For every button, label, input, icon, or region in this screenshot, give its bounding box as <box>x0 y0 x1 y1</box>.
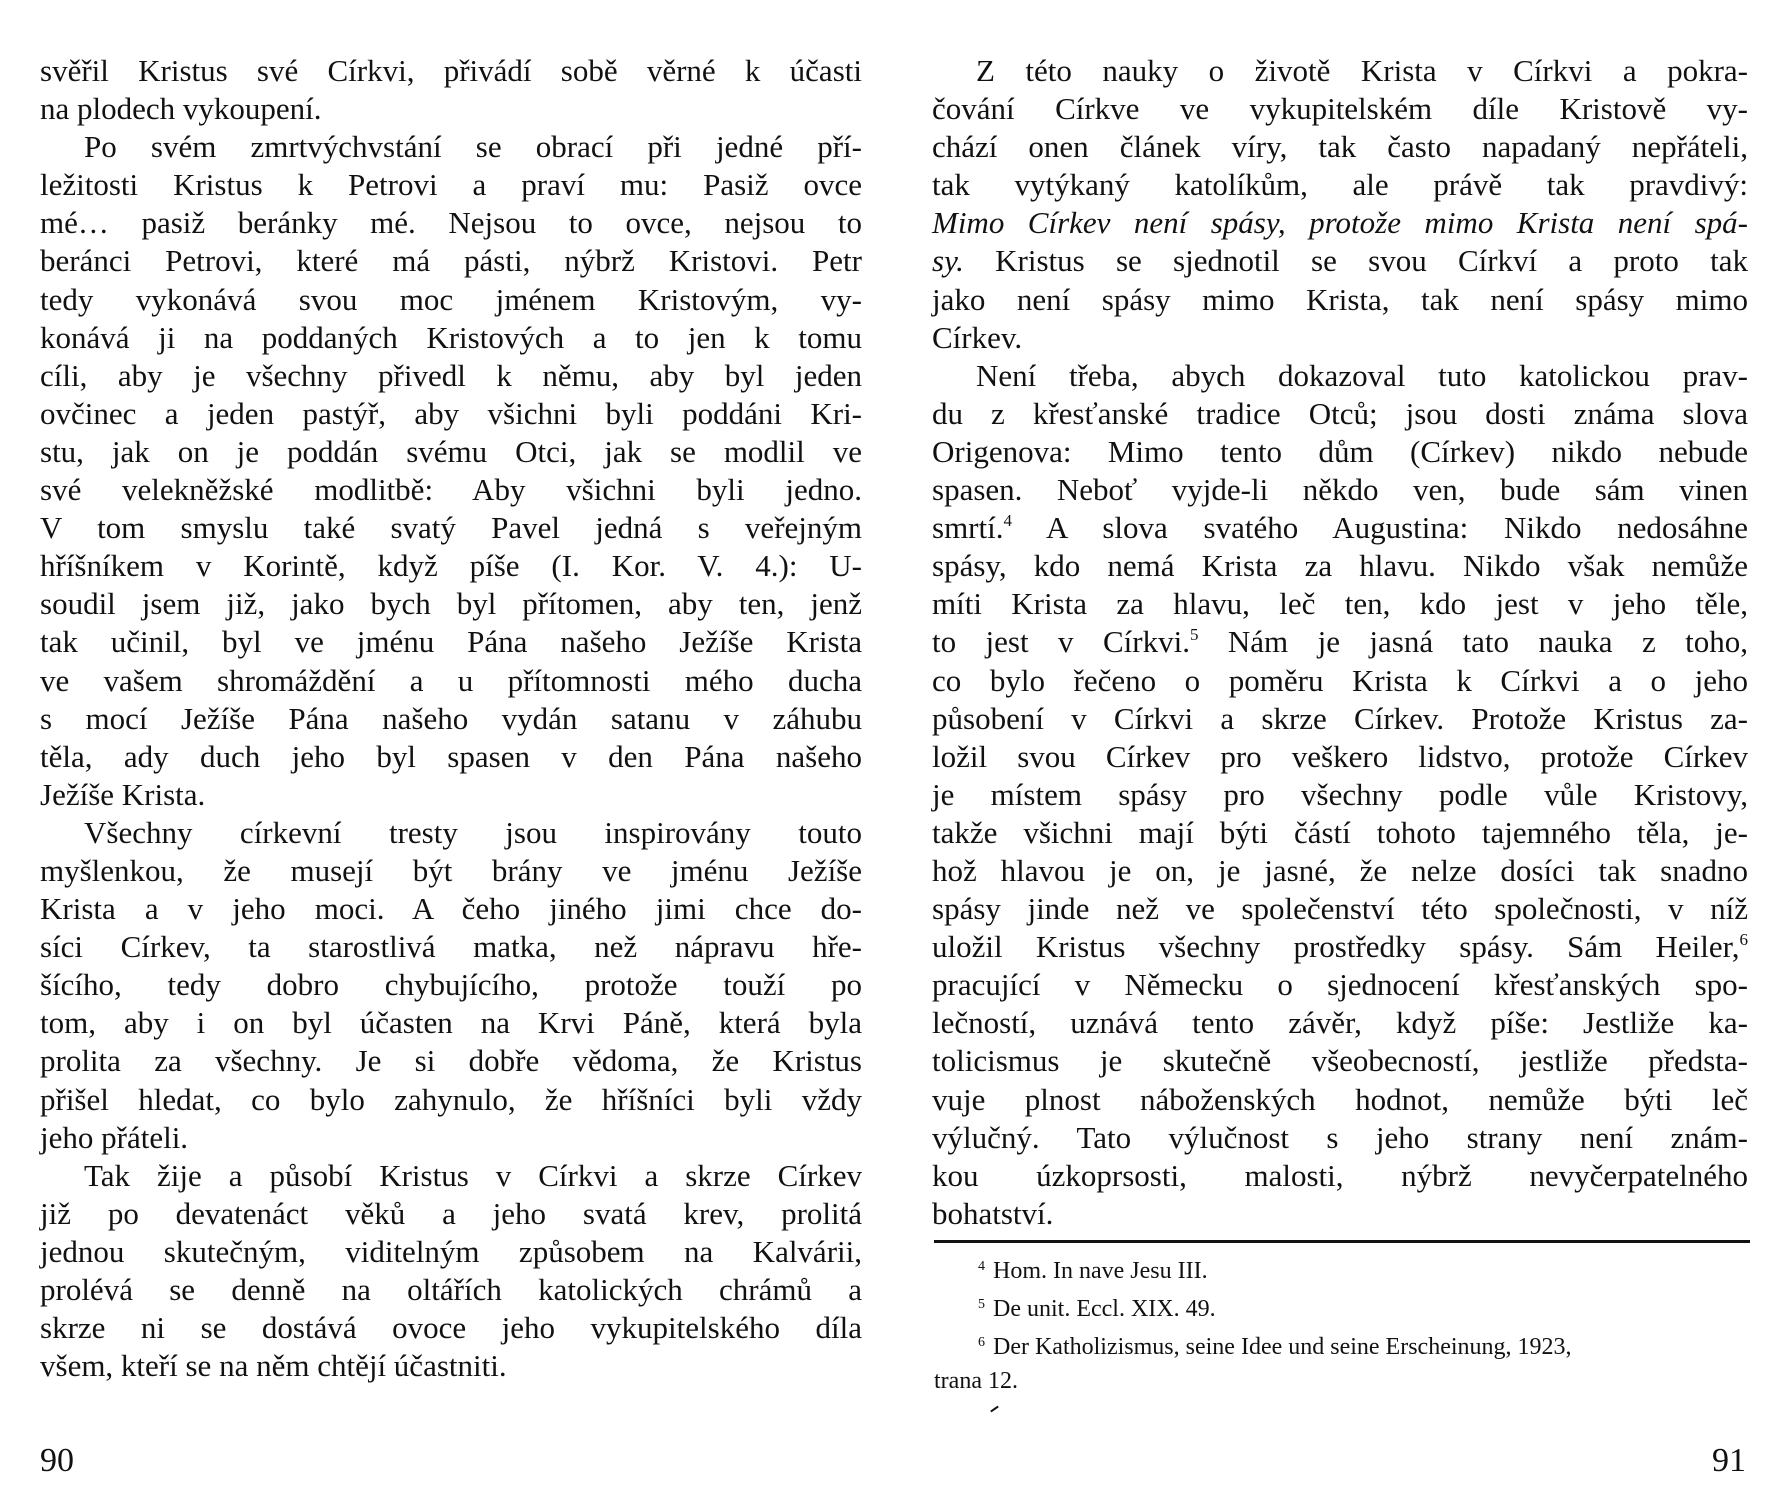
text-line <box>932 204 1748 242</box>
text-line <box>932 471 1748 509</box>
paragraph <box>932 357 1748 1233</box>
text-line <box>932 128 1748 166</box>
text-line <box>932 738 1748 776</box>
left-page-text <box>40 52 862 1385</box>
text-segment: bohatství. <box>932 1195 1054 1231</box>
text-segment: spásy, kdo nemá Krista za hlavu. Nikdo však nemůže <box>932 548 1748 584</box>
text-line <box>40 966 862 1004</box>
text-line <box>40 471 862 509</box>
footnote-text: Hom. In nave Jesu III. <box>993 1258 1208 1284</box>
text-segment: chází onen článek víry, tak často napadaný nepřáteli, <box>932 129 1748 165</box>
text-segment: prolita za všechny. Je si dobře vědoma, že Kristus <box>40 1043 862 1079</box>
text-line <box>932 1157 1748 1195</box>
text-segment: uložil Kristus všechny prostředky spásy. Sám Heiler, <box>932 929 1740 965</box>
text-segment: co bylo řečeno o poměru Krista k Církvi a o jeho <box>932 662 1748 698</box>
text-line <box>932 776 1748 814</box>
text-line <box>40 662 862 700</box>
footnote-number: 6 <box>978 1335 985 1350</box>
footnote-text: Der Katholizismus, seine Idee und seine Erscheinung, 1923, <box>993 1334 1572 1360</box>
text-line <box>932 814 1748 852</box>
footnote-number: 4 <box>978 1259 985 1274</box>
text-segment: du z křesťanské tradice Otců; jsou dosti známa slova <box>932 395 1748 431</box>
text-segment: soudil jsem již, jako bych byl přítomen, aby ten, jenž <box>40 586 862 622</box>
text-line <box>40 585 862 623</box>
text-segment: beránci Petrovi, které má pásti, nýbrž Kristovi. Petr <box>40 243 862 279</box>
text-segment: Ježíše Krista. <box>40 776 206 812</box>
text-line <box>932 52 1748 90</box>
text-line <box>40 852 862 890</box>
text-line <box>40 1195 862 1233</box>
text-segment: tak vytýkaný katolíkům, ale právě tak pravdivý: <box>932 167 1748 203</box>
text-line <box>40 623 862 661</box>
text-segment: A slova svatého Augustina: Nikdo nedosáhne <box>1011 510 1748 546</box>
text-line <box>932 662 1748 700</box>
footnotes <box>934 1250 1750 1398</box>
text-line <box>40 395 862 433</box>
text-segment: takže všichni mají býti částí tohoto tajemného těla, je- <box>932 814 1748 850</box>
text-segment: síci Církev, ta starostlivá matka, než nápravu hře- <box>40 929 862 965</box>
text-segment: své velekněžské modlitbě: Aby všichni byli jedno. <box>40 472 862 508</box>
text-line <box>932 585 1748 623</box>
text-segment: tolicismus je skutečně všeobecností, jestliže předsta- <box>932 1043 1748 1079</box>
paragraph <box>40 814 862 1157</box>
text-segment: Všechny církevní tresty jsou inspirovány touto <box>84 814 862 850</box>
text-line <box>40 1309 862 1347</box>
text-segment: šícího, tedy dobro chybujícího, protože touží po <box>40 967 862 1003</box>
page-number-right: 91 <box>1712 1442 1746 1479</box>
text-segment: Tak žije a působí Kristus v Církvi a skrze Církev <box>84 1157 862 1193</box>
footnote <box>934 1326 1750 1364</box>
text-segment: již po devatenáct věků a jeho svatá krev, prolitá <box>40 1195 862 1231</box>
footnote-reference: 4 <box>1003 511 1012 531</box>
text-segment: vuje plnost náboženských hodnot, nemůže býti leč <box>932 1081 1748 1117</box>
text-segment: myšlenkou, že musejí být brány ve jménu Ježíše <box>40 852 862 888</box>
text-segment: V tom smyslu také svatý Pavel jedná s veřejným <box>40 510 862 546</box>
text-line <box>40 204 862 242</box>
text-line <box>40 1157 862 1195</box>
text-segment: ležitosti Kristus k Petrovi a praví mu: Pasiž ovce <box>40 167 862 203</box>
text-segment: těla, ady duch jeho byl spasen v den Pána našeho <box>40 738 862 774</box>
text-segment: Origenova: Mimo tento dům (Církev) nikdo nebude <box>932 433 1748 469</box>
text-segment: čování Církve ve vykupitelském díle Kristově vy- <box>932 91 1748 127</box>
footnote-number: 5 <box>978 1297 985 1312</box>
text-segment: jednou skutečným, viditelným způsobem na Kalvárii, <box>40 1233 862 1269</box>
text-line <box>932 281 1748 319</box>
text-line <box>932 547 1748 585</box>
text-segment: ovčinec a jeden pastýř, aby všichni byli poddáni Kri- <box>40 395 862 431</box>
text-line <box>932 1195 1748 1233</box>
footnote-reference: 6 <box>1739 930 1748 950</box>
text-segment: výlučný. Tato výlučnost s jeho strany není znám- <box>932 1119 1748 1155</box>
text-segment: mé… pasiž beránky mé. Nejsou to ovce, nejsou to <box>40 205 862 241</box>
text-segment: ve vašem shromáždění a u přítomnosti mého ducha <box>40 662 862 698</box>
text-line <box>40 1004 862 1042</box>
footnote <box>934 1288 1750 1326</box>
paragraph <box>40 1157 862 1386</box>
text-line <box>40 738 862 776</box>
text-segment: Po svém zmrtvýchvstání se obrací při jedné pří- <box>84 129 862 165</box>
text-line <box>40 242 862 280</box>
text-segment: hož hlavou je on, je jasné, že nelze dosíci tak snadno <box>932 852 1748 888</box>
text-segment: Není třeba, abych dokazoval tuto katolickou prav- <box>976 357 1748 393</box>
text-line <box>40 1042 862 1080</box>
text-segment: Krista a v jeho moci. A čeho jiného jimi chce do- <box>40 891 862 927</box>
text-line <box>932 1119 1748 1157</box>
text-segment: je místem spásy pro všechny podle vůle Kristovy, <box>932 776 1748 812</box>
text-segment: sy. <box>932 243 964 279</box>
text-line <box>932 1004 1748 1042</box>
footnote <box>934 1250 1750 1288</box>
text-line <box>932 928 1748 966</box>
footnote-text: De unit. Eccl. XIX. 49. <box>993 1296 1216 1322</box>
right-page-text <box>932 52 1748 1233</box>
paragraph <box>40 52 862 128</box>
text-segment: míti Krista za hlavu, leč ten, kdo jest v jeho těle, <box>932 586 1748 622</box>
text-line <box>40 547 862 585</box>
text-line <box>932 1042 1748 1080</box>
text-segment: cíli, aby je všechny přivedl k němu, aby byl jeden <box>40 357 862 393</box>
text-segment: smrtí. <box>932 510 1004 546</box>
text-line <box>40 928 862 966</box>
text-line <box>932 623 1748 661</box>
text-segment: hříšníkem v Korintě, když píše (I. Kor. V. 4.): U- <box>40 548 862 584</box>
footnote-continuation: trana 12. <box>934 1368 1018 1394</box>
text-segment: s mocí Ježíše Pána našeho vydán satanu v záhubu <box>40 700 862 736</box>
footnote-reference: 5 <box>1189 625 1199 645</box>
text-segment: přišel hledat, co bylo zahynulo, že hříšníci byli vždy <box>40 1081 862 1117</box>
text-line <box>932 700 1748 738</box>
text-line <box>40 52 862 90</box>
text-segment: prolévá se denně na oltářích katolických chrámů a <box>40 1272 862 1307</box>
text-line <box>40 1081 862 1119</box>
text-line <box>40 1233 862 1271</box>
text-segment: všem, kteří se na něm chtějí účastniti. <box>40 1348 507 1384</box>
text-segment: pracující v Německu o sjednocení křesťanských spo- <box>932 967 1748 1003</box>
text-line <box>40 509 862 547</box>
text-segment: tak učinil, byl ve jménu Pána našeho Ježíše Krista <box>40 624 862 660</box>
text-segment: svěřil Kristus své Církvi, přivádí sobě věrné k účasti <box>40 53 862 88</box>
text-segment: to jest v Církvi. <box>932 624 1190 660</box>
text-line <box>932 166 1748 204</box>
text-line <box>932 395 1748 433</box>
text-segment: konává ji na poddaných Kristových a to jen k tomu <box>40 319 862 355</box>
text-segment: spasen. Neboť vyjde-li někdo ven, bude sám vinen <box>932 472 1748 508</box>
text-line <box>40 1271 862 1309</box>
text-segment: tedy vykonává svou moc jménem Kristovým, vy- <box>40 281 862 317</box>
text-segment: tom, aby i on byl účasten na Krvi Páně, která byla <box>40 1005 862 1041</box>
text-line <box>932 1081 1748 1119</box>
text-segment: skrze ni se dostává ovoce jeho vykupitelského díla <box>40 1310 862 1346</box>
page-number-left: 90 <box>40 1442 74 1479</box>
text-line <box>40 776 862 814</box>
text-line <box>932 242 1748 280</box>
stray-mark <box>990 1406 999 1413</box>
text-line <box>932 319 1748 357</box>
text-line <box>40 1119 862 1157</box>
text-segment: lečností, uznává tento závěr, když píše: Jestliže ka- <box>932 1005 1748 1041</box>
text-line <box>40 166 862 204</box>
text-line <box>40 319 862 357</box>
text-segment: jako není spásy mimo Krista, tak není spásy mimo <box>932 281 1748 317</box>
text-segment: působení v Církvi a skrze Církev. Protože Kristus za- <box>932 700 1748 736</box>
text-line <box>40 1347 862 1385</box>
text-line <box>40 700 862 738</box>
text-line <box>932 433 1748 471</box>
text-line <box>932 509 1748 547</box>
text-segment: Kristus se sjednotil se svou Církví a proto tak <box>963 243 1748 279</box>
text-segment: spásy jinde než ve společenství této společnosti, v níž <box>932 891 1748 927</box>
paragraph <box>40 128 862 814</box>
text-line <box>40 281 862 319</box>
text-line <box>40 890 862 928</box>
paragraph <box>932 52 1748 357</box>
text-line <box>40 128 862 166</box>
text-line <box>40 357 862 395</box>
footnote-rule <box>934 1240 1750 1243</box>
text-line <box>40 90 862 128</box>
text-segment: Mimo Církev není spásy, protože mimo Krista není spá- <box>932 205 1748 241</box>
text-segment: stu, jak on je poddán svému Otci, jak se modlil ve <box>40 433 862 469</box>
text-line <box>932 966 1748 1004</box>
text-segment: na plodech vykoupení. <box>40 91 322 127</box>
text-segment: ložil svou Církev pro veškero lidstvo, protože Církev <box>932 738 1748 774</box>
text-line <box>932 890 1748 928</box>
text-segment: Nám je jasná tato nauka z toho, <box>1198 624 1749 660</box>
text-line <box>40 433 862 471</box>
text-segment: jeho přáteli. <box>40 1119 189 1155</box>
text-line <box>932 90 1748 128</box>
text-segment: kou úzkoprsosti, malosti, nýbrž nevyčerpatelného <box>932 1157 1748 1193</box>
text-segment: Církev. <box>932 319 1023 355</box>
text-segment: Z této nauky o životě Krista v Církvi a pokra- <box>976 53 1748 88</box>
text-line <box>932 357 1748 395</box>
text-line <box>40 814 862 852</box>
text-line <box>932 852 1748 890</box>
